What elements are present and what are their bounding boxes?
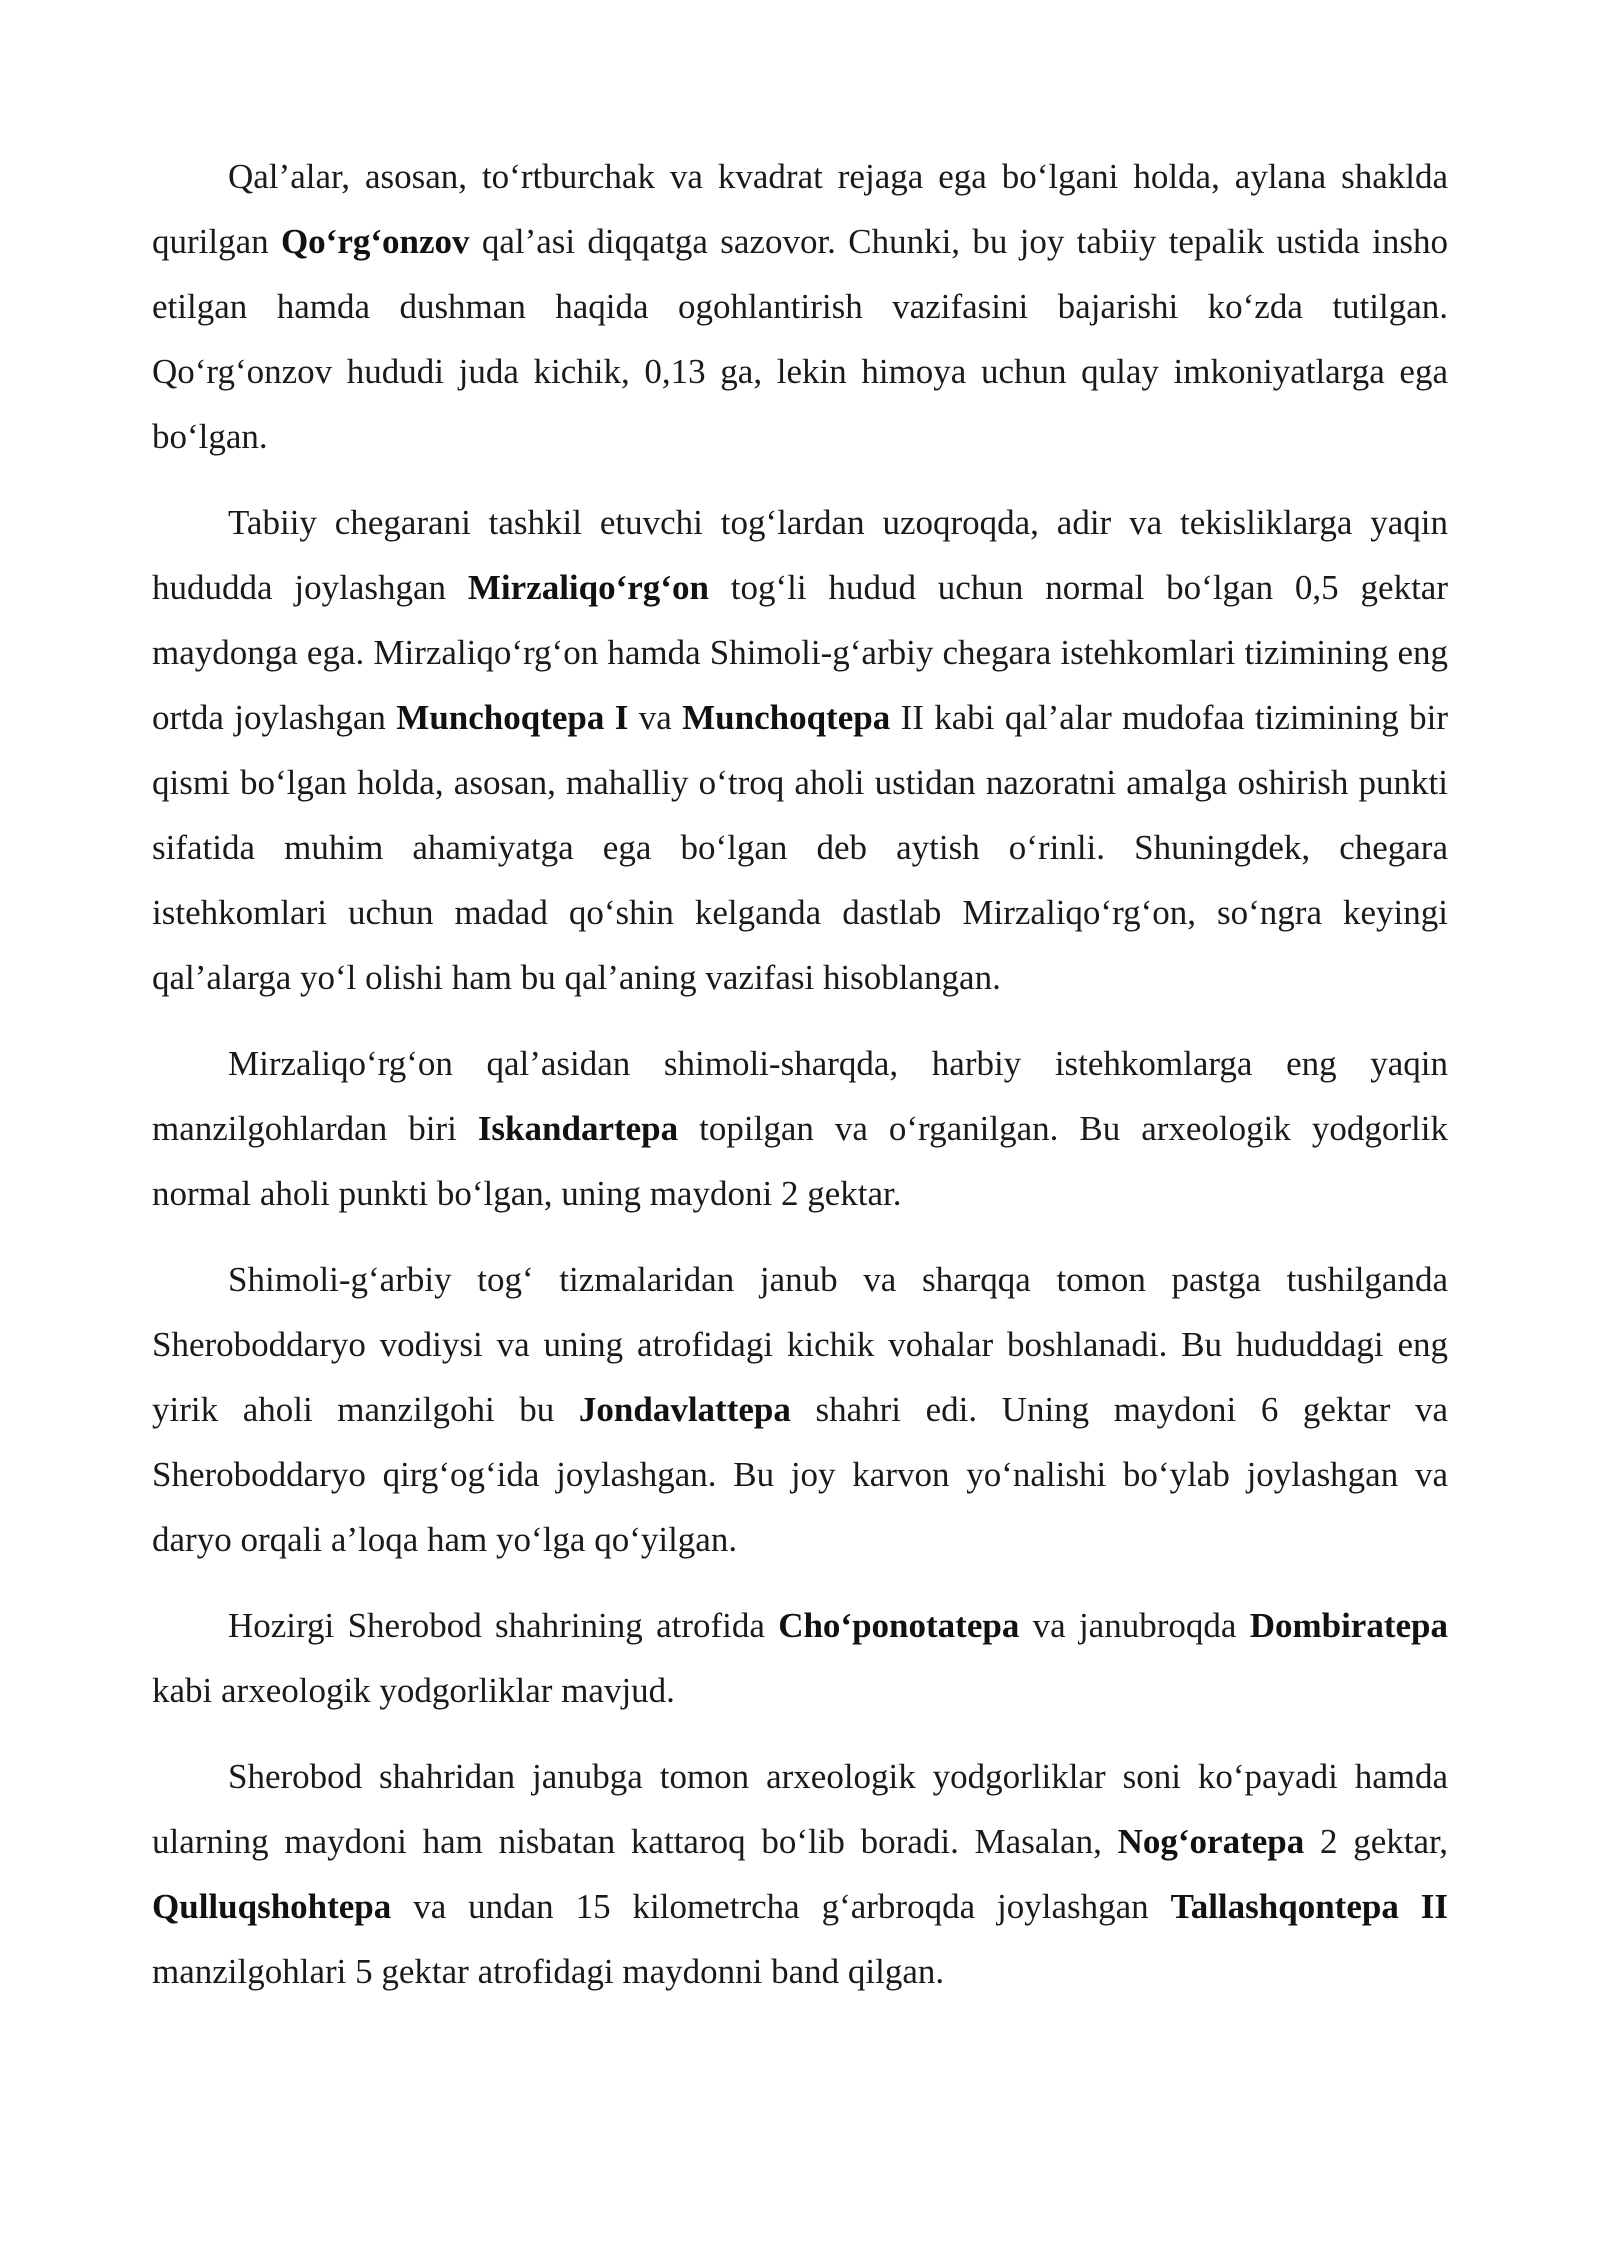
paragraph-text: II kabi qal’alar mudofaa tizimining bir qismi bo‘lgan holda, asosan, mahalliy o‘troq aholi ustidan nazoratni amalga oshirish punkti sifatida muhim ahamiyatga ega bo‘lgan deb aytish o‘rinli. Shuningdek, chegara istehkomlari uchun madad qo‘shin kelganda dastlab Mirzaliqo‘rg‘on, so‘ngra keyingi qal’alarga yo‘l olishi ham bu qal’aning vazifasi hisoblangan. (152, 698, 1449, 997)
paragraph-text: Tabiiy chegarani tashkil etuvchi tog‘lardan uzoqroqda, adir va tekisliklarga yaqin hududda joylashgan (152, 503, 1448, 607)
paragraph (152, 1744, 1448, 2004)
paragraph-text: Shimoli-g‘arbiy tog‘ tizmalaridan janub va sharqqa tomon pastga tushilganda Sheroboddaryo vodiysi va uning atrofidagi kichik vohalar boshlanadi. Bu hududdagi eng yirik aholi manzilgohi bu (152, 1260, 1448, 1429)
site-name: Iskandartepa (477, 1109, 679, 1148)
site-name: Tallashqontepa II (1170, 1887, 1448, 1926)
paragraph-text: manzilgohlari 5 gektar atrofidagi maydonni band qilgan. (152, 1952, 945, 1991)
paragraph (152, 1247, 1448, 1572)
paragraph-text: shahri edi. Uning maydoni 6 gektar va Sheroboddaryo qirg‘og‘ida joylashgan. Bu joy karvon yo‘nalishi bo‘ylab joylashgan va daryo orqali a’loqa ham yo‘lga qo‘yilgan. (152, 1390, 1448, 1559)
paragraph-text: tog‘li hudud uchun normal bo‘lgan 0,5 gektar maydonga ega. Mirzaliqo‘rg‘on hamda Shimoli-g‘arbiy chegara istehkomlari tizimining eng ortda joylashgan (152, 568, 1448, 737)
paragraph-text: Mirzaliqo‘rg‘on qal’asidan shimoli-sharqda, harbiy istehkomlarga eng yaqin manzilgohlardan biri (152, 1044, 1448, 1148)
site-name: Dombiratepa (1249, 1606, 1448, 1645)
site-name: Qo‘rg‘onzov (280, 222, 470, 261)
paragraph-text: qal’asi diqqatga sazovor. Chunki, bu joy tabiiy tepalik ustida insho etilgan hamda dushman haqida ogohlantirish vazifasini bajarishi ko‘zda tutilgan. Qo‘rg‘onzov hududi juda kichik, 0,13 ga, lekin himoya uchun qulay imkoniyatlarga ega bo‘lgan. (152, 222, 1449, 456)
paragraph-text: Qal’alar, asosan, to‘rtburchak va kvadrat rejaga ega bo‘lgani holda, aylana shaklda qurilgan (152, 157, 1448, 261)
paragraph-text: va (628, 698, 683, 737)
paragraph-text: va janubroqda (1019, 1606, 1250, 1645)
site-name: Munchoqtepa I (396, 698, 629, 737)
site-name: Munchoqtepa (682, 698, 891, 737)
paragraph-text: topilgan va o‘rganilgan. Bu arxeologik yodgorlik normal aholi punkti bo‘lgan, uning maydoni 2 gektar. (152, 1109, 1448, 1213)
paragraph-text: Hozirgi Sherobod shahrining atrofida (228, 1606, 779, 1645)
paragraph (152, 1031, 1448, 1226)
paragraph (152, 1593, 1448, 1723)
paragraph-text: va undan 15 kilometrcha g‘arbroqda joylashgan (391, 1887, 1171, 1926)
site-name: Nog‘oratepa (1117, 1822, 1305, 1861)
site-name: Mirzaliqo‘rg‘on (467, 568, 709, 607)
site-name: Jondavlattepa (578, 1390, 791, 1429)
paragraph-text: Sherobod shahridan janubga tomon arxeologik yodgorliklar soni ko‘payadi hamda ularning maydoni ham nisbatan kattaroq bo‘lib boradi. Masalan, (152, 1757, 1448, 1861)
document-body (152, 144, 1448, 2025)
site-name: Qulluqshohtepa (152, 1887, 392, 1926)
paragraph-text: 2 gektar, (1304, 1822, 1448, 1861)
site-name: Cho‘ponotatepa (778, 1606, 1020, 1645)
paragraph-text: kabi arxeologik yodgorliklar mavjud. (152, 1671, 675, 1710)
paragraph (152, 490, 1448, 1010)
paragraph (152, 144, 1448, 469)
